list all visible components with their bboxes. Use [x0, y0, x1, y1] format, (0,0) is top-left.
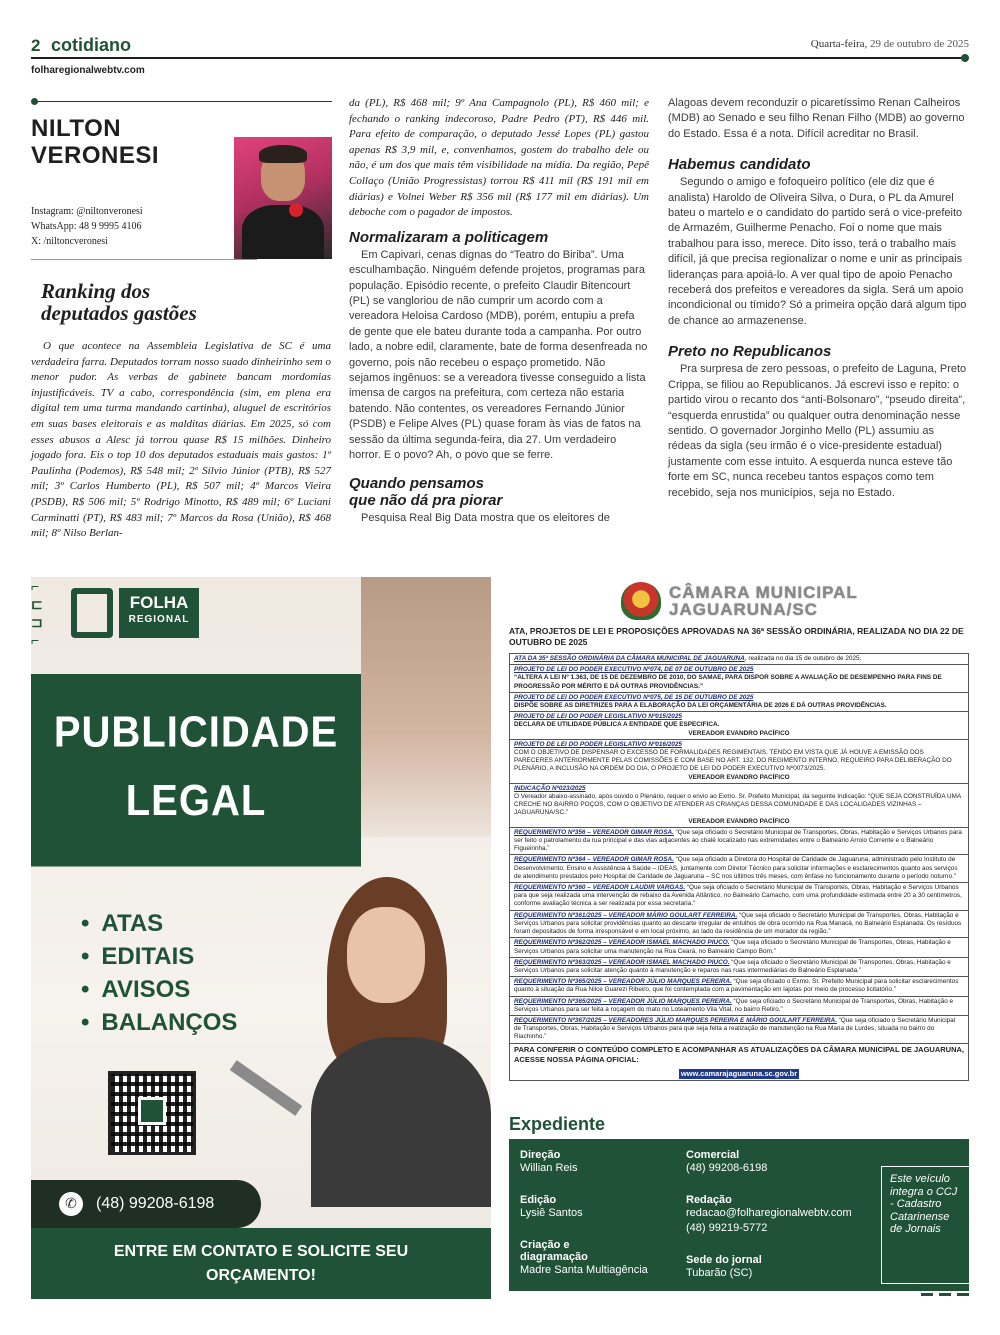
qr-code-logo: [138, 1097, 166, 1125]
section-title: Preto no Republicanos: [668, 343, 832, 361]
ad-service-item: • BALANÇOS: [81, 1006, 237, 1039]
redacao-phone[interactable]: (48) 99219-5772: [686, 1222, 768, 1234]
author-name: [31, 115, 221, 169]
sede-value: Tubarão (SC): [686, 1267, 753, 1279]
proposal-row: [510, 784, 968, 828]
proposal-text: “Que seja oficiado o Secretário Municipal de Transportes, Obras, Habitação e Serviços Urbanos para ser feito o patrolamento da rua principal e das vias adjacentes ao chalé localizado nas extremidades entre o Balneário Arroio Corrente e o Balneário Figueirinha.”: [514, 828, 962, 853]
proposal-title: REQUERIMENTO Nº365/2025 – VEREADOR JÚLIO MARQUES PEREIRA.: [514, 997, 732, 1005]
ad-brand-line1: FOLHA: [129, 593, 189, 612]
proposal-text: “Que seja oficiado o Secretário Municipal de Transportes, Obras, Habitação e Serviços Urbanos para solicitar atenção quanto à manutenção e reparos nas ruas intermediárias do Balneário Esplanada.”: [514, 958, 951, 974]
redacao-email[interactable]: redacao@folharegionalwebtv.com: [686, 1207, 852, 1219]
redacao-label: Redação: [686, 1194, 732, 1206]
proposal-title: PROJETO DE LEI DO PODER EXECUTIVO Nº074, DE 07 DE OUTUBRO DE 2025: [514, 666, 754, 674]
ad-side-pattern: ⌐ ⊏ ⊐ ⌐: [31, 578, 43, 648]
camara-website-link[interactable]: www.camarajaguaruna.sc.gov.br: [680, 1068, 798, 1078]
column-title-line2: deputados gastões: [41, 301, 197, 325]
camara-proposals-table: [509, 653, 969, 1081]
proposal-title: REQUERIMENTO Nº356 – VEREADOR GIMAR ROSA.: [514, 828, 674, 836]
expediente-direcao: [520, 1149, 577, 1176]
proposal-row: [510, 665, 968, 693]
author-last: VERONESI: [31, 142, 160, 169]
proposal-title: REQUERIMENTO Nº361/2025 – VEREADOR MÁRIO GOULART FERREIRA.: [514, 911, 738, 919]
ad-logo: [31, 577, 361, 662]
proposal-title: ATA DA 35ª SESSÃO ORDINÁRIA DA CÂMARA MUNICIPAL DE JAGUARUNA: [514, 655, 745, 662]
proposal-text: DISPÕE SOBRE AS DIRETRIZES PARA A ELABORAÇÃO DA LEI ORÇAMENTÁRIA DE 2026 E DÁ OUTRAS PROVIDÊNCIAS.: [514, 702, 887, 710]
woman-face: [347, 907, 425, 1003]
expediente-criacao: [520, 1239, 648, 1278]
header-rule: [31, 57, 964, 59]
proposal-row: [510, 740, 968, 784]
proposal-row: [510, 911, 968, 939]
proposal-row: [510, 654, 968, 665]
page-number: 2: [31, 36, 41, 55]
section-text: Pesquisa Real Big Data mostra que os eleitores de: [361, 512, 610, 525]
section-title: [349, 475, 649, 509]
proposal-row: [510, 712, 968, 740]
proposal-title: REQUERIMENTO Nº364 – VEREADOR GIMAR ROSA.: [514, 856, 674, 864]
section-title: Habemus candidato: [668, 156, 811, 174]
proposal-text: “Que seja oficiado o Secretário Municipal de Transportes, Obras, Habitação e Serviços Urbanos para que seja realizada uma intervenção de rebaixo da Avenida Atlântico, no Balneário Camacho, com uma profundidade estimada entre 20 a 30 centímetros, conforme avaliação técnica a ser realizada por essa secretaria.”: [514, 884, 962, 908]
ad-title-line1: PUBLICIDADE: [53, 708, 339, 757]
comercial-label: Comercial: [686, 1149, 740, 1161]
proposal-signature: VEREADOR EVANDRO PACÍFICO: [688, 773, 790, 781]
proposal-text: “Que seja oficiado o Exmo. Sr. Prefeito Municipal para solicitar esclarecimentos quanto à situação da Rua Nilce Guarezi Ribeiro, que foi contemplada com a pavimentação em lajotas por meio de processo licitatório.”: [514, 978, 959, 994]
proposal-title: REQUERIMENTO Nº367/2025 – VEREADORES JÚLIO MARQUES PEREIRA E MÁRIO GOULART FERREIRA.: [514, 1016, 837, 1024]
criacao-label-1: Criação e: [520, 1239, 570, 1251]
proposal-text: “Que seja oficiado o Secretário Municipal de Transportes, Obras, Habitação e Serviços Urbanos para ser feita a roçagem do mato no Loteamento Vila Vital, no bairro Retiro.”: [514, 997, 954, 1013]
ccj-badge: Este veículo integra o CCJ - Cadastro Catarinense de Jornais: [881, 1166, 969, 1284]
camara-name-line1: CÂMARA MUNICIPAL: [669, 583, 858, 602]
section-text: Em Capivari, cenas dignas do “Teatro do Biriba”. Uma esculhambação. Ninguém defende projetos, programas para população. Episódio recente, o prefeito Claudir Bitencourt (PL) se vangloriou de não cumprir um acordo com a vereadora Heloisa Cardoso (MDB), porém, entupiu a prefa de gente que ele bateu durante toda a campanha. Por outro lado, a nobre edil, claramente, bate de forma desenfreada no governo, pois não recebeu o espaço prometido. Não sejamos ingênuos: se a vereadora tivesse conseguido a lista imensa de cargos na prefeitura, com certeza não estaria batendo. Não contentes, os vereadores Fernando Júnior (PSDB) e Felipe Alves (PL) quase foram às vias de fatos na sessão da última segunda-feira, dia 27. Um verdadeiro horror. E o povo? Ah, o povo que se ferre.: [349, 248, 648, 462]
column-title-line1: Ranking dos: [41, 279, 151, 303]
sede-label: Sede do jornal: [686, 1254, 762, 1266]
column-title: [41, 280, 197, 324]
section-title: Normalizaram a politicagem: [349, 228, 549, 246]
proposal-row: [510, 828, 968, 856]
proposal-text: “ALTERA A LEI Nº 1.363, DE 15 DE DEZEMBRO DE 2010, DO SAMAE, PARA DISPOR SOBRE A AVALIAÇÃO DE DESEMPENHO PARA FINS DE PROGRESSÃO POR MÉRITO E DÁ OUTRAS PROVIDÊNCIAS.”: [514, 674, 942, 690]
proposal-text: COM O OBJETIVO DE DISPENSAR O EXCESSO DE FORMALIDADES REGIMENTAIS, TENDO EM VISTA QUE JÁ HOUVE A EMISSÃO DOS PARECERES ANTERIORMENTE PELAS COMISSÕES E COM BASE NO ART. 132. DO REGIMENTO INTERNO, REQUEIRO PARA DELIBERAÇÃO DO PLENÁRIO, A INCLUSÃO NA ORDEM DO DIA, O PROJETO DE LEI DO PODER EXECUTIVO Nº0073/2025.: [514, 749, 952, 773]
instagram-handle[interactable]: Instagram: @niltonveronesi: [31, 206, 143, 217]
contacts-rule: [31, 259, 257, 260]
legal-advertising-ad[interactable]: [31, 577, 491, 1299]
column-rule: [36, 101, 332, 102]
direcao-value: Willian Reis: [520, 1162, 578, 1174]
page-end-mark: [921, 1293, 969, 1296]
site-url[interactable]: folharegionalwebtv.com: [31, 65, 145, 76]
proposal-row: [510, 997, 968, 1016]
proposal-text: O Vereador abaixo-assinado, após ouvido o Plenário, requer o envio ao Exmo. Sr. Prefeito Municipal, da seguinte Indicação: “QUE SEJA CONSTRUÍDA UMA CRECHE NO BAIRRO POÇOS, COM O OBJETIVO DE ATENDER AS CRIANÇAS DESSA COMUNIDADE E DAS LOCALIDADES VIZINHAS – JAGUARUNA/SC.”: [514, 793, 961, 817]
date-text: 29 de outubro de 2025: [870, 38, 969, 50]
proposal-row: [510, 977, 968, 996]
microphone-icon: [289, 203, 303, 217]
edicao-label: Edição: [520, 1194, 557, 1206]
ad-brand-line2: REGIONAL: [128, 614, 190, 625]
whatsapp-icon: ✆: [59, 1192, 83, 1216]
column-body-2: [349, 96, 649, 527]
section-title-line1: Quando pensamos: [349, 475, 485, 493]
ad-service-item: • ATAS: [81, 907, 237, 940]
photo-hair: [259, 145, 307, 163]
section-text: Segundo o amigo e fofoqueiro político (ele diz que é analista) Haroldo de Oliveira Silva, o Dura, o PL da Amurel bateu o martelo e o candidato do partido será o vice-prefeito de Armazém, Guilherme Penacho. Foi o nome que mais trabalhou para isso, merece. Dito isso, terá o trabalho mais difícil, já que precisa regionalizar o nome e unir as principais lideranças para apoiá-lo. A ver qual tipo de apoio Penacho receberá dos prefeitos e vereadores da sigla. Será um apoio incondicional ou tímido? Só a primeira opção dará algum tipo de chance ao armazenense.: [668, 176, 967, 327]
proposal-text: “Que seja oficiado a Diretora do Hospital de Caridade de Jaguaruna, administrado pelo Instituto de Desenvolvimento, Ensino e Assistência à Saúde – IDEAS, juntamente com Diretor Técnico para solicitar informações e esclarecimentos quanto aos serviços de atendimento prestados pelo Hospital de Caridade de Jaguaruna – SC nos últimos três meses, com ênfase no funcionamento durante o período noturno.”: [514, 856, 958, 880]
proposal-text: DECLARA DE UTILIDADE PÚBLICA A ENTIDADE QUE ESPECIFICA.: [514, 721, 720, 729]
camara-link-wrap: [514, 1069, 964, 1079]
direcao-label: Direção: [520, 1149, 561, 1161]
proposal-row: [510, 883, 968, 911]
proposal-text: “Que seja oficiado o Secretário Municipal de Transportes, Obras, Habitação e Serviços Urbanos para que seja feita a realização de manutenção na Rua Maria de Lurdes, situada no bairro do Riachinho.”: [514, 1016, 956, 1041]
ad-logo-text: [119, 588, 199, 638]
camara-heading: ATA, PROJETOS DE LEI E PROPOSIÇÕES APROVADAS NA 36ª SESSÃO ORDINÁRIA, REALIZADA NO DIA 22 DE OUTUBRO DE 2025: [509, 626, 964, 647]
ad-title-line2: LEGAL: [125, 776, 267, 825]
proposal-row: [510, 693, 968, 712]
camara-footer-text: PARA CONFERIR O CONTEÚDO COMPLETO E ACOMPANHAR AS ATUALIZAÇÕES DA CÂMARA MUNICIPAL DE JAGUARUNA, ACESSE NOSSA PÁGINA OFICIAL:: [514, 1044, 964, 1064]
proposal-signature: VEREADOR EVANDRO PACÍFICO: [688, 729, 790, 737]
proposal-text: “Que seja oficiado o Secretário Municipal de Transportes, Obras, Habitação e Serviços Urbanos para solicitar providências quanto ao descarte irregular de entulhos de obra ocorrido na Rua Manacá, no Balneário Esplanada. Os resíduos foram depositados de forma irresponsável e em local próximo, ao lado da residência de um morador da região.”: [514, 911, 962, 936]
proposal-title: REQUERIMENTO Nº360 – VEREADOR LAUDIR VARGAS.: [514, 884, 686, 892]
x-handle[interactable]: X: /niltoncveronesi: [31, 236, 108, 247]
ad-phone-number[interactable]: (48) 99208-6198: [96, 1195, 215, 1212]
section-name: cotidiano: [51, 35, 131, 55]
ad-logo-mark: [71, 588, 113, 638]
woman-suit: [311, 1037, 491, 1207]
expediente-title: Expediente: [509, 1114, 606, 1134]
camara-footer: [510, 1044, 968, 1080]
proposal-text: , realizada no dia 15 de outubro de 2025.: [744, 655, 862, 662]
proposal-text: “Que seja oficiado o Secretário Municipal de Transportes, Obras, Habitação e Serviços Urbanos para solicitar uma manutenção na Rua Ceará, no Balneário Campo Bom.”: [514, 939, 951, 955]
proposal-title: PROJETO DE LEI DO PODER LEGISLATIVO Nº016/2025: [514, 740, 682, 748]
author-photo: [234, 137, 332, 259]
criacao-label-2: diagramação: [520, 1251, 588, 1263]
camara-coat-of-arms-icon: [621, 582, 661, 620]
ad-service-list: [81, 907, 237, 1039]
ad-cta-line1: ENTRE EM CONTATO E SOLICITE SEU: [113, 1243, 409, 1260]
comercial-value[interactable]: (48) 99208-6198: [686, 1162, 768, 1174]
section-text: Pra surpresa de zero pessoas, o prefeito de Laguna, Preto Crippa, se filiou ao Republicanos. Já escrevi isso e repito: o partido virou o recanto dos “anti-Bolsonaro”, “pseudo direita”, “esquerda enrustida” ou qualquer outra denominação nesse sentido. O governador Jorginho Mello (PL) assumiu as rédeas da sigla (seu irmão é o vice-presidente estadual) justamente com esse intuito. A esquerda nunca esteve tão forte em SC, nunca recebeu tantos espaços como tem recebido, seja nos municípios, seja no Estado.: [668, 363, 967, 499]
ad-service-item: • AVISOS: [81, 973, 237, 1006]
camara-notice: [509, 580, 969, 1100]
camara-name-line2: JAGUARUNA/SC: [669, 600, 818, 619]
proposal-title: INDICAÇÃO Nº023/2025: [514, 784, 586, 792]
camara-name: [669, 584, 858, 618]
column-intro-part2: da (PL), R$ 468 mil; 9º Ana Campagnolo (PL), R$ 460 mil; e fechando o ranking indecoroso, Padre Pedro (PT), R$ 446 mil. Para efeito de comparação, o deputado Jessé Lopes (PL) gastou apenas R$ 3,9 mil, e, convenhamos, gostem do trabalho dele ou não, é um dos que mais têm visibilidade na mídia. Da região, Pepê Collaço (União Progressistas) torrou R$ 411 mil (R$ 191 mil em diárias) e Volnei Weber R$ 356 mil (R$ 177 mil em diárias). Um deboche com o pagador de impostos.: [349, 97, 649, 219]
weekday: Quarta-feira,: [810, 38, 868, 50]
proposal-title: PROJETO DE LEI DO PODER LEGISLATIVO Nº015/2025: [514, 713, 682, 721]
expediente-sede: [686, 1254, 762, 1281]
expediente-box: [509, 1139, 969, 1291]
header-dot: [961, 54, 969, 62]
ad-call-to-action[interactable]: [31, 1228, 491, 1299]
proposal-title: REQUERIMENTO Nº363/2025 – VEREADOR ISMAEL MACHADO PIUCO.: [514, 958, 730, 966]
expediente-redacao: [686, 1194, 852, 1236]
proposal-title: PROJETO DE LEI DO PODER EXECUTIVO Nº075, DE 15 DE OUTUBRO DE 2025: [514, 693, 754, 701]
proposal-title: REQUERIMENTO Nº365/2025 – VEREADOR JÚLIO MARQUES PEREIRA.: [514, 978, 732, 986]
ad-cta-line2: ORÇAMENTO!: [206, 1267, 316, 1284]
section-title-line2: que não dá pra piorar: [349, 492, 503, 510]
column-intro-part1: O que acontece na Assembleia Legislativa de SC é uma verdadeira farra. Deputados torram nosso suado dinheirinho sem o menor pudor. As verbas de gabinete bancam mordomias injustificáveis. TV a cabo, correspondência (sim, em plena era digital tem uma turma mandando cartinha), aluguel de escritórios em suas bases eleitorais e as malditas diárias. Em 2025, só com esses abusos a Alesc já torrou quase R$ 15 milhões. Dinheiro jogado fora. Eis o top 10 dos deputados estaduais mais gastos: 1º Paulinha (Podemos), R$ 548 mil; 2º Sílvio Júnior (PTB), R$ 527 mil; 3º Carlos Humberto (PL), R$ 507 mil; 4º Marcos Vieira (PSDB), R$ 506 mil; 5º Rodrigo Minotto, R$ 489 mil; 6º Luciani Carminatti (PT), R$ 483 mil; 7º Marcos da Rosa (União), R$ 468 mil; 8º Nilso Berlan-: [31, 340, 331, 540]
column-body-3: [668, 96, 968, 501]
edicao-value: Lysiê Santos: [520, 1207, 583, 1219]
author-first: NILTON: [31, 115, 122, 142]
proposal-row: [510, 958, 968, 977]
ad-title: [31, 674, 361, 867]
expediente-comercial: [686, 1149, 767, 1176]
section-text-continued: Alagoas devem reconduzir o picaretíssimo Renan Calheiros (MDB) ao Senado e seu filho Renan Filho (MDB) ao governo do Estado. Essa é a nota. Difícil acreditar no Brasil.: [668, 97, 965, 140]
proposal-row: [510, 855, 968, 883]
proposal-row: [510, 938, 968, 957]
criacao-value: Madre Santa Multiagência: [520, 1264, 648, 1276]
issue-date: [811, 38, 969, 50]
photo-body: [242, 205, 324, 259]
proposal-row: [510, 1016, 968, 1044]
author-contacts: [31, 204, 143, 249]
ad-woman-image: [311, 877, 491, 1207]
whatsapp-number[interactable]: WhatsApp: 48 9 9995 4106: [31, 221, 142, 232]
ad-service-item: • EDITAIS: [81, 940, 237, 973]
expediente-edicao: [520, 1194, 583, 1221]
proposal-signature: VEREADOR EVANDRO PACÍFICO: [688, 817, 790, 825]
ad-desk-image: [361, 577, 491, 837]
proposal-title: REQUERIMENTO Nº362/2025 – VEREADOR ISMAEL MACHADO PIUCO.: [514, 939, 730, 947]
